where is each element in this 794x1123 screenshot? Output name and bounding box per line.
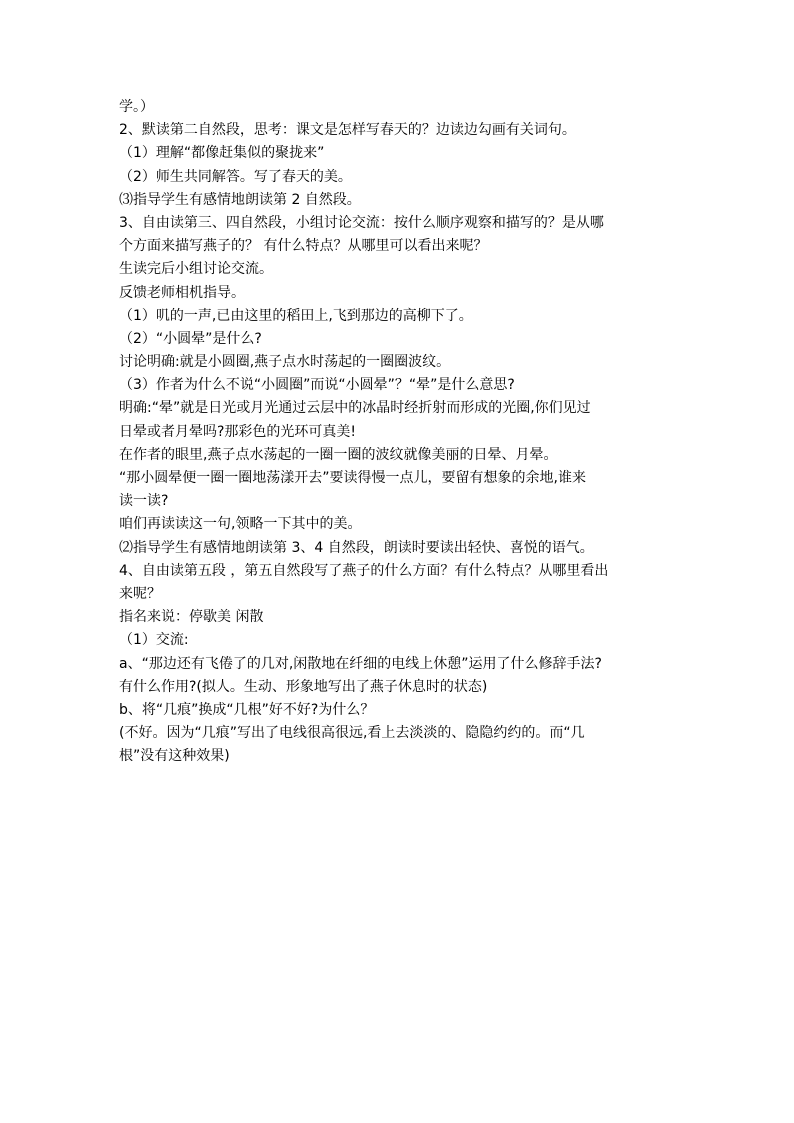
text-line: （1）交流: [119,632,189,649]
text-line: （2）“小圆晕”是什么? [119,330,262,347]
text-line: 明确:“晕”就是日光或月光通过云层中的冰晶时经折射而形成的光圈,你们见过 [119,400,591,417]
text-line: 有什么作用?(拟人。生动、形象地写出了燕子休息时的状态) [119,678,488,695]
text-line: 2、默读第二自然段，思考：课文是怎样写春天的？边读边勾画有关词句。 [119,122,576,139]
text-line: 读一读? [119,493,169,510]
text-line: ⑶指导学生有感情地朗读第 2 自然段。 [119,191,361,208]
text-line: （1）叽的一声,已由这里的稻田上,飞到那边的高柳下了。 [119,307,473,324]
text-line: 个方面来描写燕子的？ 有什么特点？从哪里可以看出来呢？ [119,238,488,255]
text-line: (不好。因为“几痕”写出了电线很高很远,看上去淡淡的、隐隐约约的。而“几 [119,725,585,742]
text-line: 生读完后小组讨论交流。 [119,261,273,278]
text-line: （3）作者为什么不说“小圆圈”而说“小圆晕”？“晕”是什么意思? [119,377,515,394]
text-line: b、将“几痕”换成“几根”好不好?为什么？ [119,701,375,718]
text-line: “那小圆晕便一圈一圈地荡漾开去”要读得慢一点儿，要留有想象的余地,谁来 [119,470,586,486]
text-line: 咱们再读读这一句,领略一下其中的美。 [119,516,362,533]
text-line: 日晕或者月晕吗?那彩色的光环可真美! [119,423,357,440]
text-line: ⑵指导学生有感情地朗读第 3、4 自然段，朗读时要读出轻快、喜悦的语气。 [119,539,594,556]
text-line: （2）师生共同解答。写了春天的美。 [119,168,352,185]
text-line: 4、自由读第五段 ，第五自然段写了燕子的什么方面？有什么特点？从哪里看出 [119,562,609,579]
text-line: （1）理解“都像赶集似的聚拢来” [119,145,325,162]
text-line: a、“那边还有飞倦了的几对,闲散地在纤细的电线上休憩”运用了什么修辞手法? [119,655,602,672]
text-line: 讨论明确:就是小圆圈,燕子点水时荡起的一圈圈波纹。 [119,354,451,371]
document-page [119,96,679,768]
text-line: 3、自由读第三、四自然段，小组讨论交流：按什么顺序观察和描写的？是从哪 [119,214,604,231]
text-line: 反馈老师相机指导。 [119,284,245,301]
text-line: 指名来说：停歇美 闲散 [119,609,264,626]
text-line: 来呢？ [119,585,161,602]
text-line: 根”没有这种效果) [119,748,230,765]
text-line: 在作者的眼里,燕子点水荡起的一圈一圈的波纹就像美丽的日晕、月晕。 [119,446,558,463]
text-line: 学。） [119,99,154,115]
